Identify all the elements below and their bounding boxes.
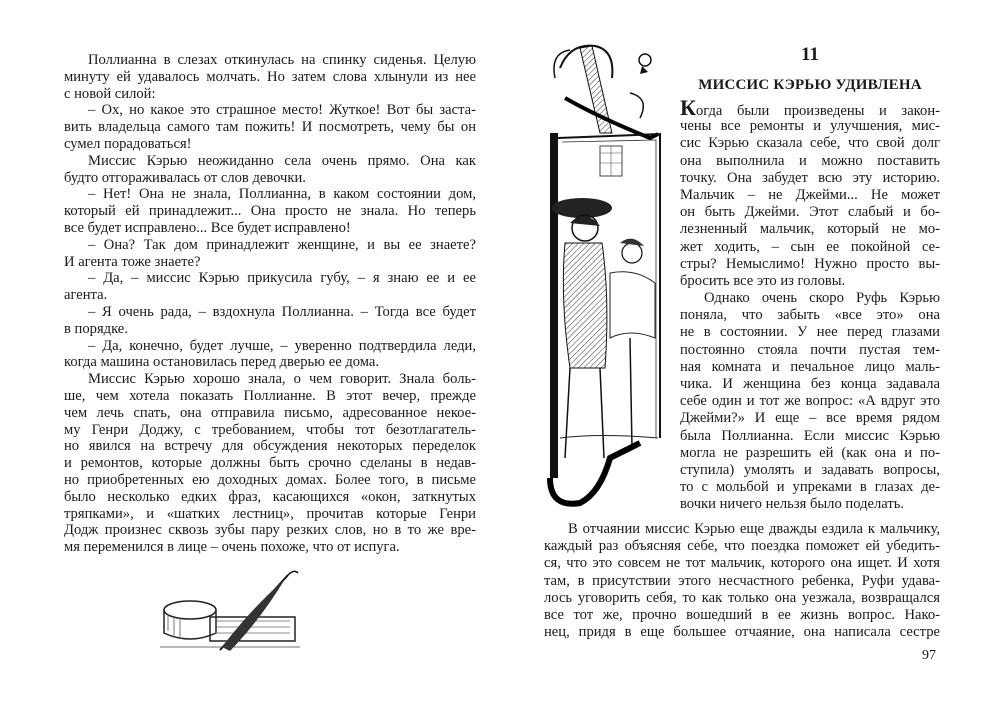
text-line: с новой силой: xyxy=(64,85,156,102)
text-line: поняла, что забыть «все это» она xyxy=(680,307,940,324)
chapter-title: МИССИС КЭРЬЮ УДИВЛЕНА xyxy=(698,77,922,93)
text-line: бросить все это из головы. xyxy=(680,272,846,289)
text-line: минуту ей удавалось молчать. Но затем слова хлынули из нее xyxy=(64,68,476,85)
text-line: точку. Она забудет всю эту историю. xyxy=(680,169,940,186)
text-line: И агента тоже знаете? xyxy=(64,253,201,270)
text-line: лезненный мальчик, который не мо- xyxy=(680,221,940,238)
text-line: вить владельца самого там пожить! И посмотреть, чему бы он xyxy=(64,119,476,136)
text-line: – Я очень рада, – вздохнула Поллианна. – Тогда все будет xyxy=(88,303,476,320)
text-line: ше, чем хотела показать Поллианне. В этот вечер, прежде xyxy=(64,387,476,404)
drop-cap: К xyxy=(680,95,696,120)
right-page-bottom-text xyxy=(544,521,940,641)
text-line: Миссис Кэрью неожиданно села очень прямо. Она как xyxy=(88,152,476,169)
text-line: агента. xyxy=(64,287,108,304)
text-line: жет ходить, – сын ее покойной се- xyxy=(680,238,940,255)
text-line: когда машина остановилась перед дверью ее дома. xyxy=(64,354,380,371)
text-line: – Да, – миссис Кэрью прикусила губу, – я знаю ее и ее xyxy=(88,270,476,287)
chapter-number: 11 xyxy=(801,44,819,65)
text-line: будто отгораживалась от слов девочки. xyxy=(64,169,306,186)
text-line: В отчаянии миссис Кэрью еще дважды ездила к мальчику, xyxy=(568,521,940,537)
text-line: каждый раз объясняя себе, что поездка поможет ей убедить- xyxy=(544,538,940,555)
first-line-text: огда были произведены и закон- xyxy=(695,103,940,119)
chapter-initial-illustration xyxy=(540,38,675,508)
text-line: в порядке. xyxy=(64,320,128,337)
text-line: но приобретенных ею доходных домах. Более того, в письме xyxy=(64,471,476,488)
text-line: ная комната и печальное лицо маль- xyxy=(680,358,940,375)
text-line: все будет исправлено... Все будет исправлено! xyxy=(64,219,351,236)
text-line: Однако очень скоро Руфь Кэрью xyxy=(704,290,940,307)
text-line: мя переменился в лице – очень похоже, что от испуга. xyxy=(64,539,400,556)
text-line: постоянно стояла почти пустая тем- xyxy=(680,341,940,358)
text-line: стры? Немыслимо! Нужно просто вы- xyxy=(680,255,940,272)
text-line: было несколько едких фраз, касающихся «окон, заткнутых xyxy=(64,488,476,505)
text-line: лось уговорить себя, то как только она уезжала, возвращался xyxy=(544,589,940,606)
text-line: могла не разрешить ей (как она и по- xyxy=(680,444,940,461)
text-line: чем лечь спать, она отправила письмо, адресованное некое- xyxy=(64,404,476,421)
text-line: она выполнила и можно поставить xyxy=(680,152,940,169)
page-number: 97 xyxy=(922,648,936,663)
text-line: ступила) умолять и задавать вопросы, xyxy=(680,461,940,478)
text-line: нец, придя в еще большее отчаяние, она написала сестре xyxy=(544,624,940,641)
first-line xyxy=(680,95,940,120)
left-page-text xyxy=(64,52,476,556)
text-line: – Она? Так дом принадлежит женщине, и вы ее знаете? xyxy=(88,236,476,253)
right-page-text xyxy=(680,95,940,514)
text-line: сумел порадоваться! xyxy=(64,135,192,152)
text-line: Джейми?» И еще – все время рядом xyxy=(680,410,940,427)
hatbox-umbrella-illustration xyxy=(160,565,305,665)
text-line: была Поллианна. Если миссис Кэрью xyxy=(680,427,940,444)
text-line: все тот же, прочно вошедший в ее жизнь вопрос. Нако- xyxy=(544,606,940,623)
text-line: то с мольбой и упреками в глазах де- xyxy=(680,479,940,496)
text-line: чика. И женщина без конца задавала xyxy=(680,376,940,392)
text-line: Додж произнес сквозь зубы пару резких слов, но в то же вре- xyxy=(64,522,476,539)
text-line: – Нет! Она не знала, Поллианна, в каком состоянии дом, xyxy=(88,186,476,203)
text-line: – Да, конечно, будет лучше, – уверенно подтвердила леди, xyxy=(88,337,476,354)
text-line: он быть Джейми. Этот слабый и бо- xyxy=(680,204,940,221)
text-line: там, в присутствии этого несчастного ребенка, Руфи удава- xyxy=(544,572,940,589)
text-line: но явился на встречу для обсуждения некоторых переделок xyxy=(64,438,476,455)
text-line: и ремонтов, которые должны быть срочно сделаны в недав- xyxy=(64,455,476,472)
text-line: себе один и тот же вопрос: «А вдруг это xyxy=(680,393,940,410)
text-line: который ей принадлежит... Она просто не знала. Но теперь xyxy=(64,203,476,220)
text-line: Поллианна в слезах откинулась на спинку сиденья. Целую xyxy=(88,52,476,68)
text-line: чены все ремонты и улучшения, мис- xyxy=(680,118,940,135)
text-line: тряпками», и «шатких лестниц», прочитав которые Генри xyxy=(64,505,476,522)
text-line: Миссис Кэрью хорошо знала, о чем говорит. Знала боль- xyxy=(88,371,476,388)
text-line: сис Кэрью сказала себе, что свой долг xyxy=(680,135,940,152)
text-line: Мальчик – не Джейми... Не может xyxy=(680,186,940,203)
text-line: вочки ничего нельзя было поделать. xyxy=(680,496,905,513)
text-line: ся, что это совсем не тот мальчик, которого она ищет. И хотя xyxy=(544,555,940,572)
text-line: не в состоянии. У нее перед глазами xyxy=(680,324,940,341)
text-line: – Ох, но какое это страшное место! Жуткое! Вот бы заста- xyxy=(88,102,476,119)
text-line: му Генри Доджу, с требованием, чтобы тот безотлагатель- xyxy=(64,421,476,438)
